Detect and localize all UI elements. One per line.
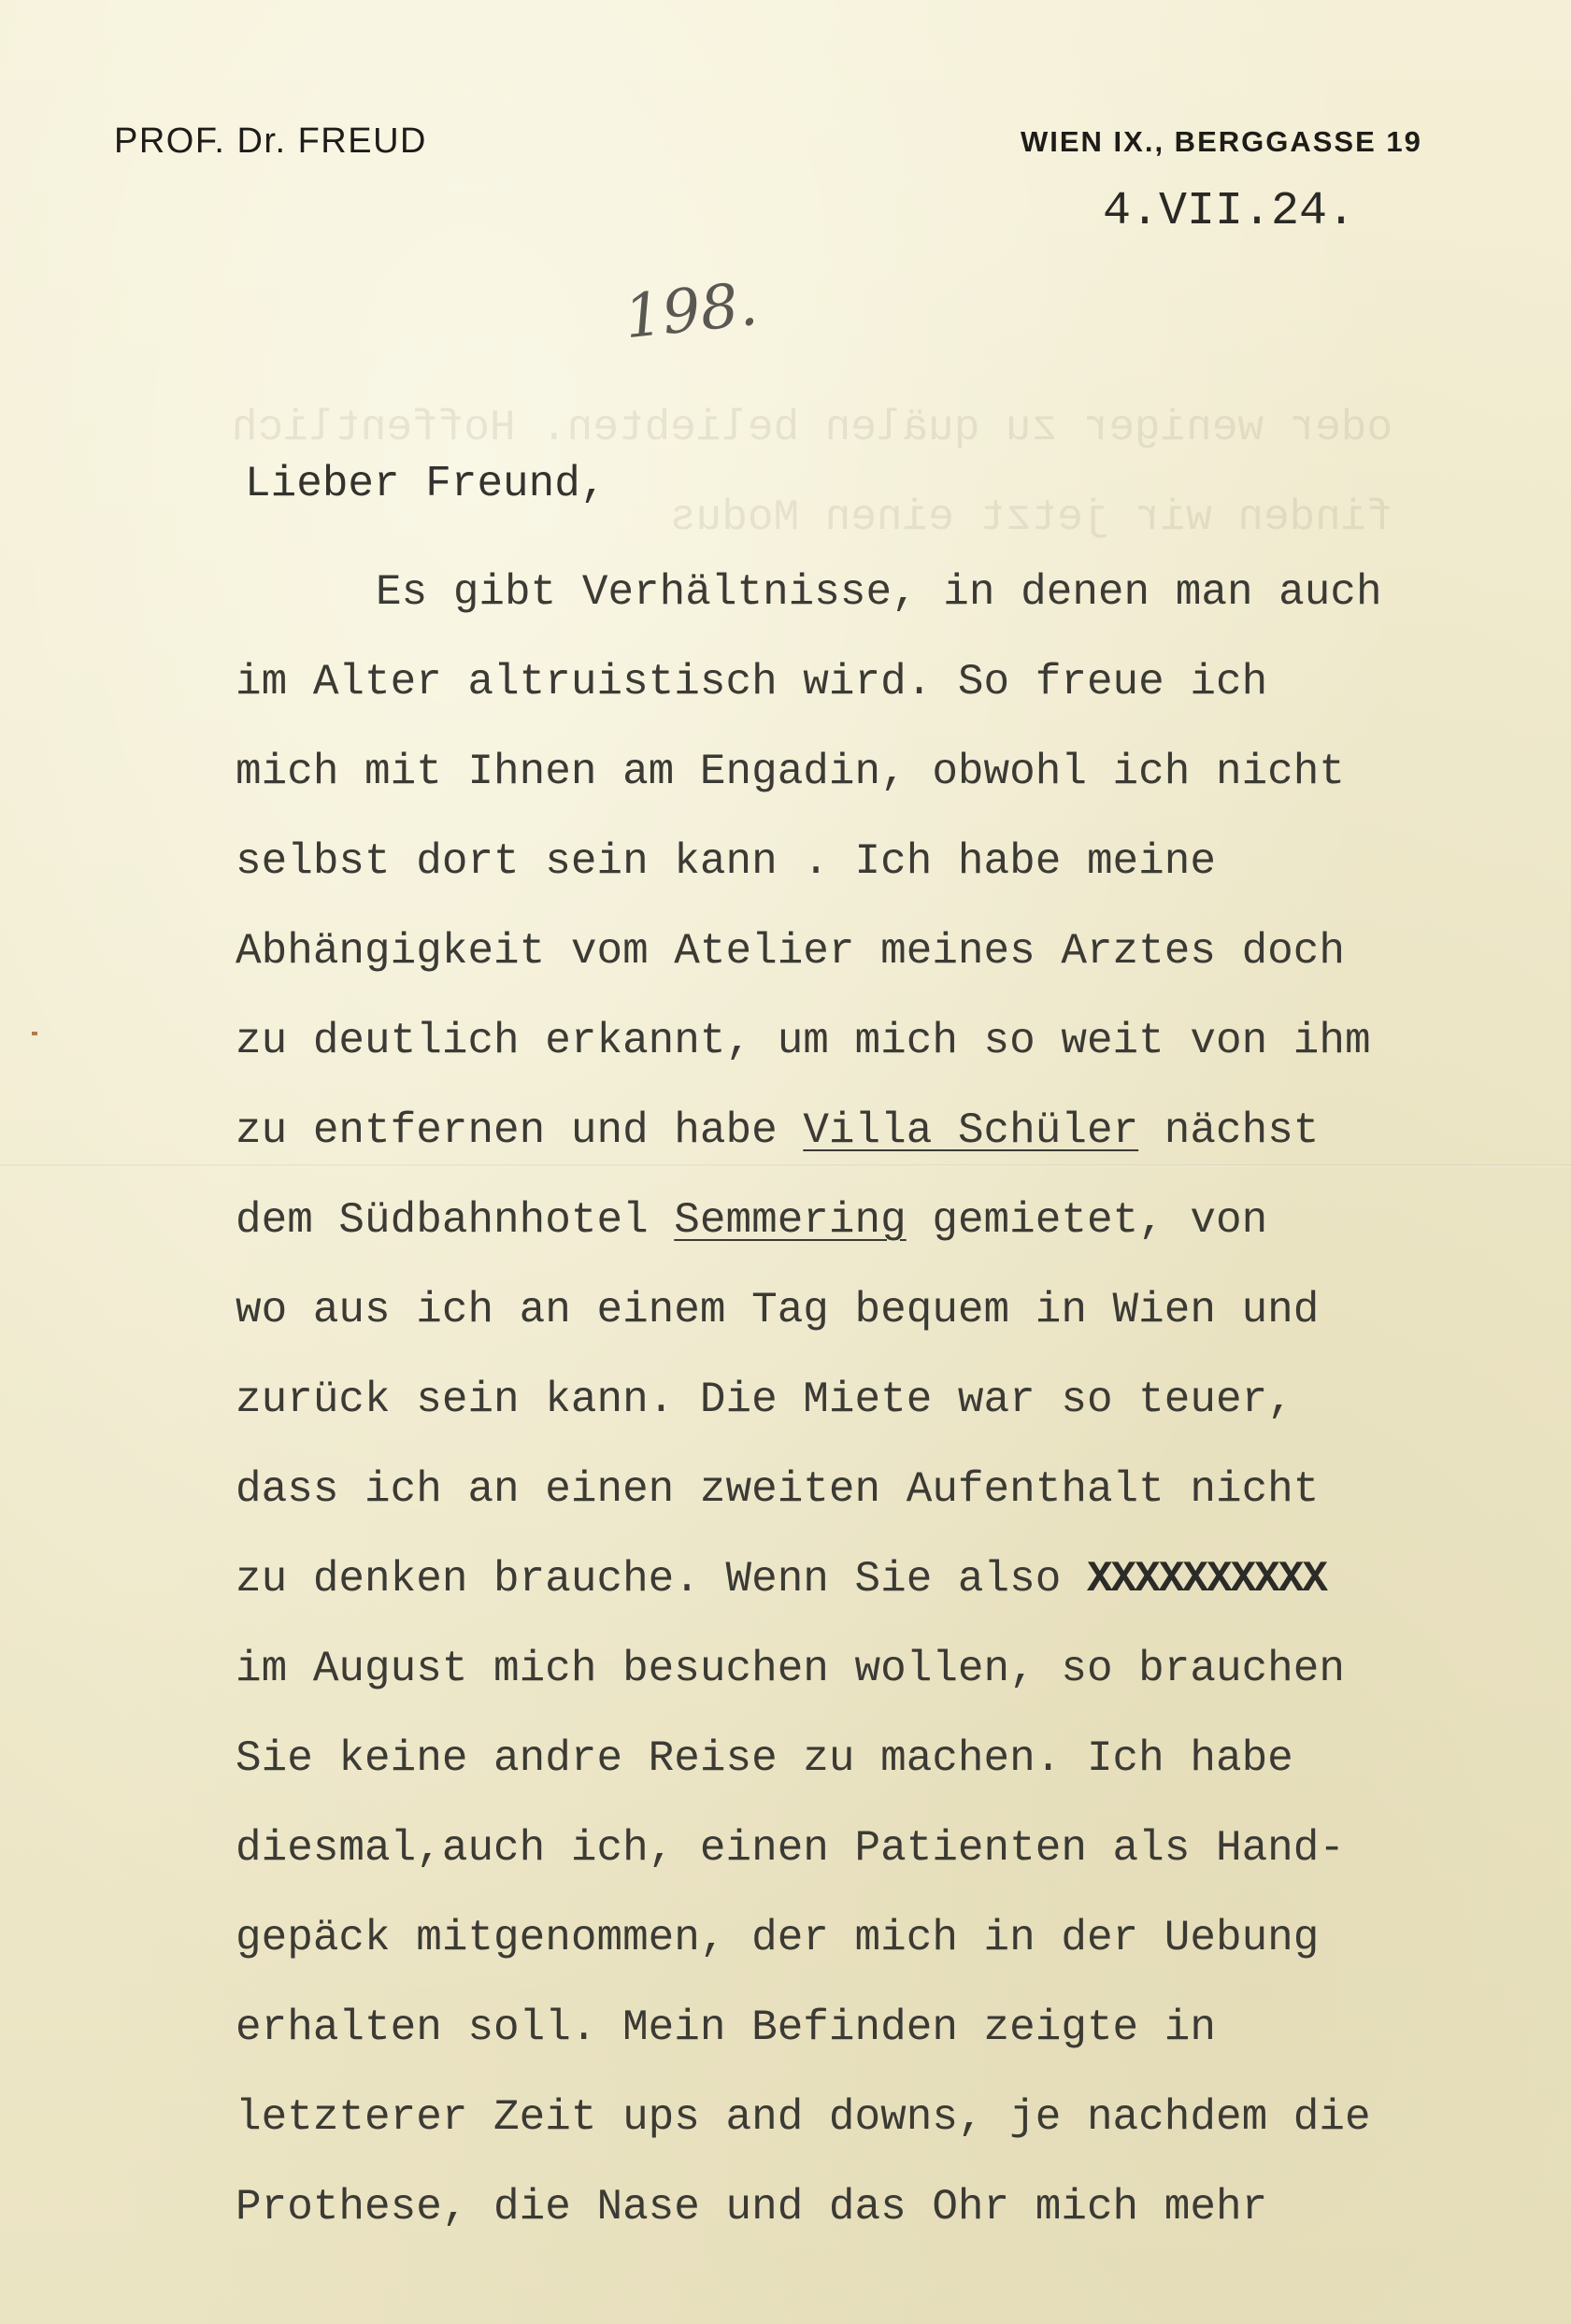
body-line bbox=[236, 1534, 1478, 1624]
show-through-line-2: finden wir jetzt einen Modus bbox=[670, 493, 1392, 542]
body-line: zurück sein kann. Die Miete war so teuer, bbox=[236, 1376, 1293, 1424]
letter-body bbox=[236, 548, 1478, 2252]
body-line: selbst dort sein kann . Ich habe meine bbox=[236, 837, 1216, 886]
body-line: Sie keine andre Reise zu machen. Ich habe bbox=[236, 1734, 1293, 1783]
body-line: Es gibt Verhältnisse, in denen man auch bbox=[376, 568, 1382, 617]
body-line: im Alter altruistisch wird. So freue ich bbox=[236, 658, 1268, 706]
body-line: Abhängigkeit vom Atelier meines Arztes doch bbox=[236, 927, 1345, 976]
body-line: diesmal,auch ich, einen Patienten als Hand- bbox=[236, 1824, 1345, 1873]
underlined-semmering: Semmering bbox=[674, 1196, 907, 1245]
ink-spot bbox=[32, 1032, 37, 1035]
struck-out-word: XXXXXXXXXX bbox=[1086, 1555, 1326, 1604]
body-line bbox=[236, 1086, 1478, 1176]
letterhead-address: WIEN IX., BERGGASSE 19 bbox=[1021, 125, 1422, 158]
salutation: Lieber Freund, bbox=[245, 460, 607, 508]
body-line: erhalten soll. Mein Befinden zeigte in bbox=[236, 2003, 1216, 2052]
underlined-villa: Villa Schüler bbox=[803, 1106, 1139, 1155]
body-line: zu deutlich erkannt, um mich so weit von ihm bbox=[236, 1017, 1371, 1065]
body-line-part: zu denken brauche. Wenn Sie also bbox=[236, 1555, 1062, 1604]
body-line-part: dem Südbahnhotel bbox=[236, 1196, 649, 1245]
body-line-part: gemietet, von bbox=[932, 1196, 1268, 1245]
body-line: mich mit Ihnen am Engadin, obwohl ich nicht bbox=[236, 748, 1345, 796]
body-line bbox=[236, 1176, 1478, 1265]
body-line: letzterer Zeit ups and downs, je nachdem die bbox=[236, 2093, 1371, 2142]
body-line-part: nächst bbox=[1164, 1106, 1320, 1155]
body-line: gepäck mitgenommen, der mich in der Uebung bbox=[236, 1914, 1320, 1962]
show-through-line-1: oder weniger zu quälen beliebten. Hoffentlich bbox=[231, 404, 1392, 452]
letterhead-sender: PROF. Dr. FREUD bbox=[114, 121, 427, 161]
body-line: wo aus ich an einem Tag bequem in Wien und bbox=[236, 1286, 1320, 1334]
handwritten-archive-number: 198. bbox=[621, 269, 761, 353]
body-line-part: zu entfernen und habe bbox=[236, 1106, 778, 1155]
body-line: Prothese, die Nase und das Ohr mich mehr bbox=[236, 2183, 1268, 2231]
body-line: dass ich an einen zweiten Aufenthalt nicht bbox=[236, 1465, 1320, 1514]
body-line: im August mich besuchen wollen, so brauchen bbox=[236, 1645, 1345, 1693]
letter-date: 4.VII.24. bbox=[1103, 185, 1356, 238]
